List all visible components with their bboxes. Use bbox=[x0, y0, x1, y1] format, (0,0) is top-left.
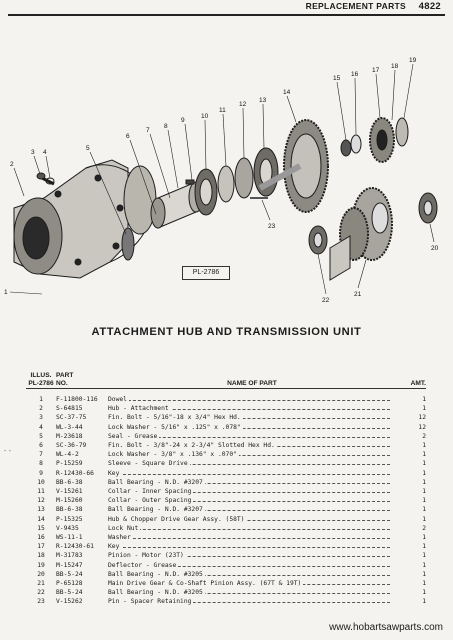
main-drive-gear-drawing bbox=[330, 188, 392, 280]
callout-9: 9 bbox=[181, 117, 185, 124]
part-number: M-15247 bbox=[56, 561, 83, 569]
part-name-cell bbox=[108, 597, 396, 606]
callout-16: 16 bbox=[351, 71, 359, 78]
parts-table-body bbox=[26, 395, 426, 607]
illus-number: 3 bbox=[39, 414, 43, 422]
part-name-cell bbox=[108, 515, 396, 524]
illus-number: 2 bbox=[39, 405, 43, 413]
part-name-cell bbox=[108, 432, 396, 441]
footer-url: www.hobartsawparts.com bbox=[329, 622, 443, 633]
bearing-22-drawing bbox=[309, 226, 327, 254]
part-name-cell bbox=[108, 487, 396, 496]
part-amount: 1 bbox=[422, 451, 426, 459]
table-row bbox=[26, 533, 426, 542]
illus-number: 20 bbox=[37, 570, 45, 578]
illus-number: 5 bbox=[39, 432, 43, 440]
part-number: M-15260 bbox=[56, 497, 83, 505]
part-name: Lock Washer - 5/16" x .125" x .078" bbox=[108, 423, 241, 431]
part-name: Washer bbox=[108, 534, 131, 542]
col-part-sub: NO. bbox=[56, 380, 68, 387]
callout-11: 11 bbox=[219, 107, 226, 114]
part-name-cell bbox=[108, 551, 396, 560]
part-number: V-9435 bbox=[56, 524, 79, 532]
table-row bbox=[26, 505, 426, 514]
part-amount: 12 bbox=[418, 414, 426, 422]
part-name-cell bbox=[108, 561, 396, 570]
illus-number: 13 bbox=[37, 506, 45, 514]
page-header bbox=[306, 1, 441, 12]
callout-18: 18 bbox=[391, 63, 399, 70]
part-amount: 1 bbox=[422, 543, 426, 551]
header-section-title: REPLACEMENT PARTS bbox=[305, 1, 406, 11]
part-name: Ball Bearing - N.D. #3207 bbox=[108, 506, 203, 514]
page-title: ATTACHMENT HUB AND TRANSMISSION UNIT bbox=[91, 326, 362, 338]
part-amount: 1 bbox=[422, 506, 426, 514]
illus-number: 10 bbox=[37, 478, 45, 486]
col-illus-sub: PL-2786 bbox=[28, 380, 54, 387]
part-number: V-15262 bbox=[56, 598, 83, 606]
bearing-13-drawing bbox=[254, 148, 278, 196]
part-name: Ball Bearing - N.D. #3207 bbox=[108, 478, 203, 486]
part-number: BB-5-24 bbox=[56, 589, 83, 597]
illus-number: 17 bbox=[37, 543, 45, 551]
part-name: Ball Bearing - N.D. #3205 bbox=[108, 589, 203, 597]
part-name: Hub - Attachment bbox=[108, 405, 169, 413]
callout-4: 4 bbox=[43, 149, 47, 156]
part-number: M-31783 bbox=[56, 552, 83, 560]
part-number: WL-4-2 bbox=[56, 451, 79, 459]
illus-number: 14 bbox=[37, 515, 45, 523]
part-number: R-12430-61 bbox=[56, 543, 94, 551]
part-name: Pinion - Motor (23T) bbox=[108, 552, 184, 560]
part-amount: 1 bbox=[422, 580, 426, 588]
part-amount: 1 bbox=[422, 460, 426, 468]
part-number: P-15259 bbox=[56, 460, 83, 468]
header-rule bbox=[8, 14, 445, 16]
part-amount: 1 bbox=[422, 488, 426, 496]
part-name-cell bbox=[108, 423, 396, 432]
illus-number: 12 bbox=[37, 497, 45, 505]
illus-number: 15 bbox=[37, 524, 45, 532]
col-amt-header: AMT. bbox=[410, 380, 426, 387]
part-name-cell bbox=[108, 469, 396, 478]
col-name-header: NAME OF PART bbox=[227, 380, 277, 387]
illus-number: 16 bbox=[37, 534, 45, 542]
part-name-cell bbox=[108, 570, 396, 579]
part-name-cell bbox=[108, 478, 396, 487]
part-amount: 1 bbox=[422, 552, 426, 560]
callout-17: 17 bbox=[372, 67, 380, 74]
table-row bbox=[26, 515, 426, 524]
callout-20: 20 bbox=[431, 245, 439, 252]
part-name-cell bbox=[108, 505, 396, 514]
part-number: WS-11-1 bbox=[56, 534, 83, 542]
part-number: BB-6-38 bbox=[56, 478, 83, 486]
part-name-cell bbox=[108, 524, 396, 533]
illus-number: 7 bbox=[39, 451, 43, 459]
illus-number: 11 bbox=[37, 488, 45, 496]
hub-attachment-drawing bbox=[14, 160, 156, 278]
part-amount: 1 bbox=[422, 598, 426, 606]
part-number: M-23618 bbox=[56, 432, 83, 440]
callout-21: 21 bbox=[354, 291, 362, 298]
part-name-cell bbox=[108, 404, 396, 413]
illus-number: 6 bbox=[39, 442, 43, 450]
table-row bbox=[26, 432, 426, 441]
callout-22: 22 bbox=[322, 297, 330, 304]
table-row bbox=[26, 423, 426, 432]
table-row bbox=[26, 450, 426, 459]
part-amount: 1 bbox=[422, 396, 426, 403]
col-part-label: PART bbox=[56, 372, 74, 379]
part-amount: 1 bbox=[422, 469, 426, 477]
part-name: Pin - Spacer Retaining bbox=[108, 598, 192, 606]
part-amount: 1 bbox=[422, 405, 426, 413]
part-amount: 12 bbox=[418, 423, 426, 431]
illus-number: 4 bbox=[39, 423, 43, 431]
part-amount: 2 bbox=[422, 524, 426, 532]
part-number: SC-37-75 bbox=[56, 414, 87, 422]
part-name: Seal - Grease bbox=[108, 432, 158, 440]
part-name-cell bbox=[108, 579, 396, 588]
header-page-number: 4822 bbox=[418, 1, 441, 12]
part-name-cell bbox=[108, 588, 396, 597]
part-amount: 1 bbox=[422, 570, 426, 578]
table-row bbox=[26, 441, 426, 450]
part-name: Sleeve - Square Drive bbox=[108, 460, 188, 468]
part-number: SC-36-79 bbox=[56, 442, 87, 450]
callout-10: 10 bbox=[201, 113, 209, 120]
callout-14: 14 bbox=[283, 89, 291, 96]
callout-19: 19 bbox=[409, 57, 417, 64]
bearing-20-drawing bbox=[419, 193, 437, 223]
table-row bbox=[26, 542, 426, 551]
illus-number: 19 bbox=[37, 561, 45, 569]
part-amount: 2 bbox=[422, 432, 426, 440]
part-name: Lock Nut bbox=[108, 524, 139, 532]
illus-number: 23 bbox=[37, 598, 45, 606]
callout-8: 8 bbox=[164, 123, 168, 130]
table-row bbox=[26, 395, 426, 404]
part-name: Deflector - Grease bbox=[108, 561, 177, 569]
table-row bbox=[26, 469, 426, 478]
part-amount: 1 bbox=[422, 497, 426, 505]
part-amount: 1 bbox=[422, 515, 426, 523]
seal-drawing bbox=[122, 228, 134, 260]
part-name: Fin. Bolt - 5/16"-18 x 3/4" Hex Hd. bbox=[108, 414, 241, 422]
part-name: Fin. Bolt - 3/8"-24 x 2-3/4" Slotted Hex Hd. bbox=[108, 442, 275, 450]
col-illus-header bbox=[26, 372, 56, 389]
part-amount: 1 bbox=[422, 561, 426, 569]
part-amount: 1 bbox=[422, 442, 426, 450]
part-number: F-11800-116 bbox=[56, 396, 98, 403]
part-name: Hub & Chopper Drive Gear Assy. (58T) bbox=[108, 515, 245, 523]
table-row bbox=[26, 413, 426, 422]
bearing-10-drawing bbox=[195, 169, 217, 215]
part-name: Dowel bbox=[108, 396, 127, 403]
margin-mark: - - bbox=[4, 447, 11, 455]
table-row bbox=[26, 561, 426, 570]
part-name: Collar - Outer Spacing bbox=[108, 497, 192, 505]
part-number: R-12430-66 bbox=[56, 469, 94, 477]
illus-number: 9 bbox=[39, 469, 43, 477]
illus-number: 1 bbox=[39, 396, 43, 403]
table-row bbox=[26, 579, 426, 588]
table-row bbox=[26, 588, 426, 597]
part-name: Collar - Inner Spacing bbox=[108, 488, 192, 496]
lock-nut-drawing bbox=[341, 140, 351, 156]
part-name-cell bbox=[108, 496, 396, 505]
callout-15: 15 bbox=[333, 75, 341, 82]
illus-number: 18 bbox=[37, 552, 45, 560]
parts-table bbox=[26, 372, 426, 607]
table-row bbox=[26, 524, 426, 533]
part-number: P-15325 bbox=[56, 515, 83, 523]
part-name: Ball Bearing - N.D. #3205 bbox=[108, 570, 203, 578]
table-row bbox=[26, 478, 426, 487]
col-illus-label: ILLUS. bbox=[30, 372, 52, 379]
plate-label: PL-2786 bbox=[182, 266, 230, 280]
part-number: V-15261 bbox=[56, 488, 83, 496]
callout-7: 7 bbox=[146, 127, 150, 134]
table-row bbox=[26, 496, 426, 505]
part-amount: 1 bbox=[422, 478, 426, 486]
illus-number: 8 bbox=[39, 460, 43, 468]
callout-12: 12 bbox=[239, 101, 247, 108]
part-name: Lock Washer - 3/8" x .136" x .070" bbox=[108, 451, 237, 459]
part-name: Key bbox=[108, 543, 120, 551]
callout-13: 13 bbox=[259, 97, 267, 104]
part-name-cell bbox=[108, 395, 396, 404]
table-row bbox=[26, 404, 426, 413]
part-name-cell bbox=[108, 459, 396, 468]
part-amount: 1 bbox=[422, 589, 426, 597]
part-name: Key bbox=[108, 469, 120, 477]
part-name: Main Drive Gear & Co-Shaft Pinion Assy. (67T & 19T) bbox=[108, 580, 302, 588]
callout-5: 5 bbox=[86, 145, 90, 152]
washer-drawing bbox=[351, 135, 361, 153]
collar-outer-drawing bbox=[235, 158, 253, 198]
illus-number: 22 bbox=[37, 589, 45, 597]
part-number: BB-6-38 bbox=[56, 506, 83, 514]
part-name-cell bbox=[108, 441, 396, 450]
part-name-cell bbox=[108, 542, 396, 551]
col-part-header bbox=[56, 372, 108, 389]
deflector-drawing bbox=[396, 118, 408, 146]
part-number: P-65128 bbox=[56, 580, 83, 588]
illus-number: 21 bbox=[37, 580, 45, 588]
part-amount: 1 bbox=[422, 534, 426, 542]
bolt-drawing bbox=[37, 173, 54, 184]
part-name-cell bbox=[108, 413, 396, 422]
callout-23: 23 bbox=[268, 223, 276, 230]
pinion-drawing bbox=[370, 118, 394, 162]
part-name-cell bbox=[108, 533, 396, 542]
part-number: BB-5-24 bbox=[56, 570, 83, 578]
collar-inner-drawing bbox=[218, 166, 234, 202]
table-row bbox=[26, 570, 426, 579]
part-name-cell bbox=[108, 450, 396, 459]
key-drawing bbox=[186, 180, 194, 184]
table-row bbox=[26, 459, 426, 468]
callout-1: 1 bbox=[4, 289, 8, 296]
table-row bbox=[26, 551, 426, 560]
part-number: S-64815 bbox=[56, 405, 83, 413]
table-row bbox=[26, 487, 426, 496]
callout-3: 3 bbox=[31, 149, 35, 156]
table-header-row bbox=[26, 372, 426, 389]
table-row bbox=[26, 597, 426, 606]
callout-2: 2 bbox=[10, 161, 14, 168]
callout-6: 6 bbox=[126, 133, 130, 140]
part-number: WL-3-44 bbox=[56, 423, 83, 431]
